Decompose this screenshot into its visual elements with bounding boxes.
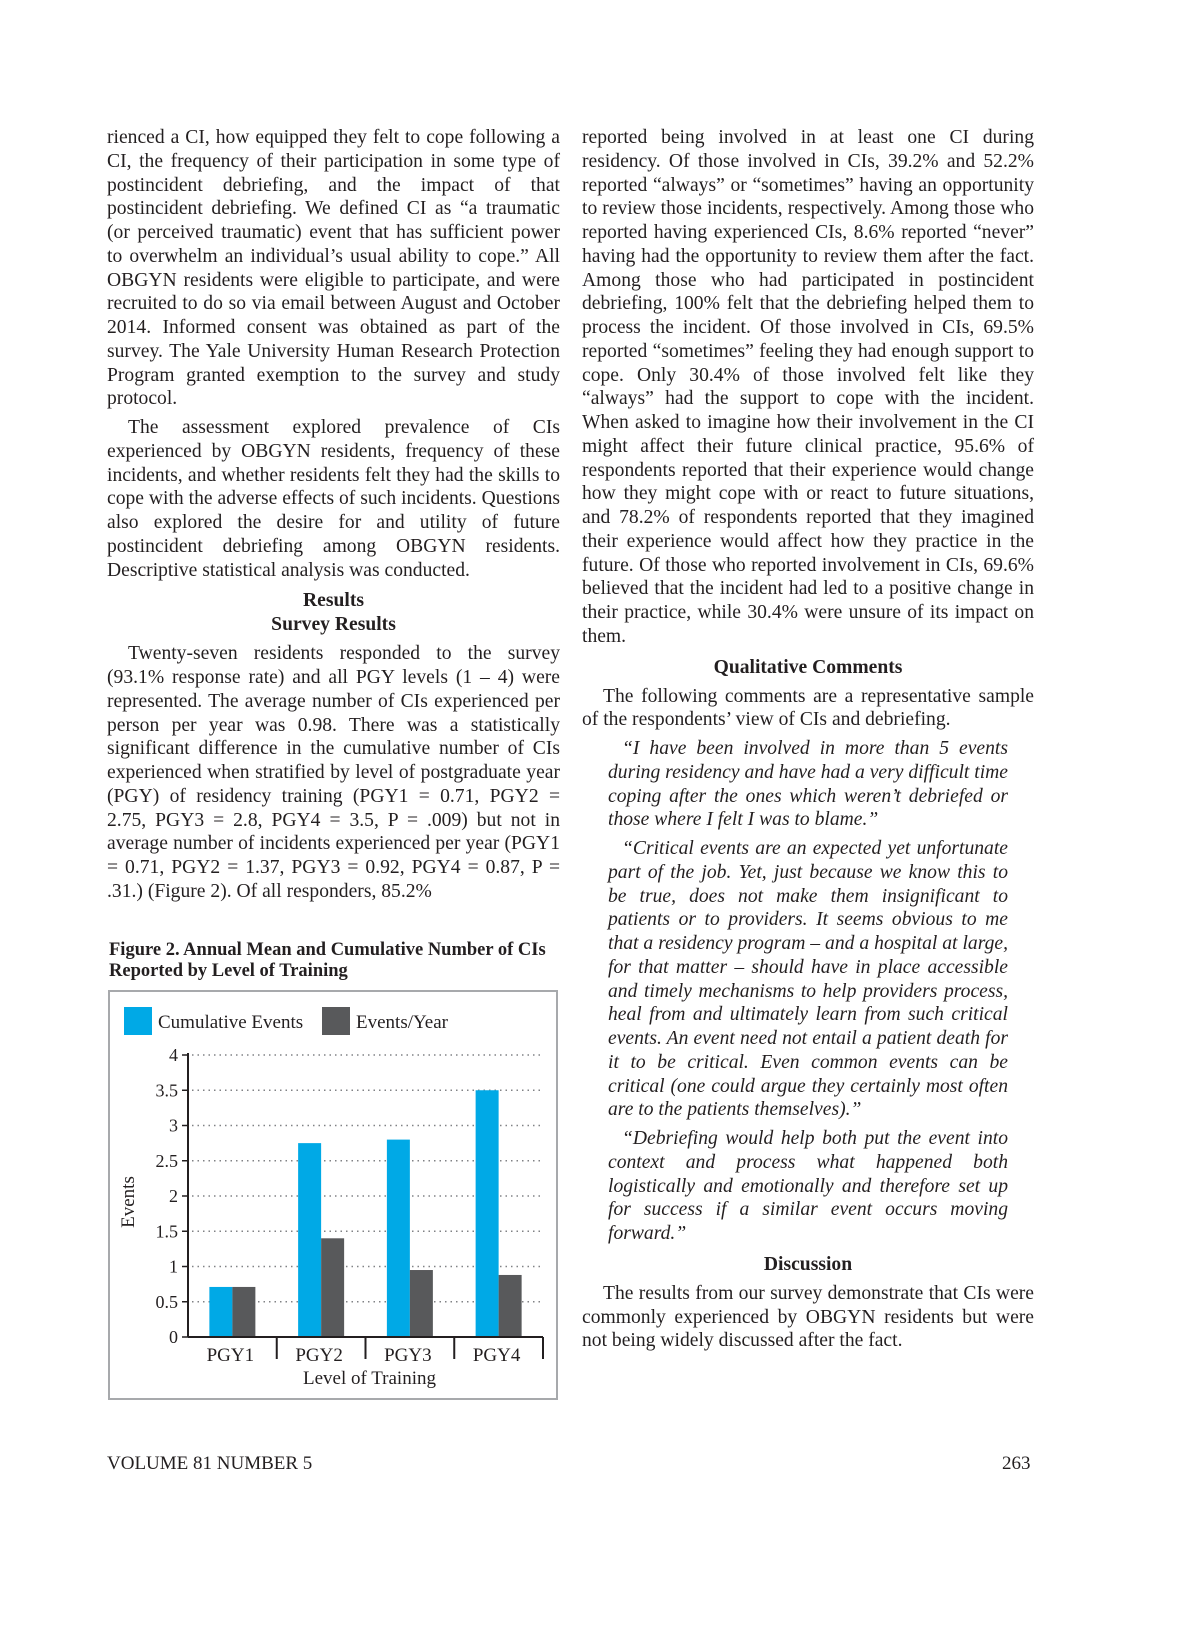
- footer-volume: VOLUME 81 NUMBER 5: [107, 1453, 313, 1474]
- bar-pgy4-per-year: [499, 1275, 522, 1337]
- y-tick-label: 0.5: [155, 1291, 178, 1312]
- bar-pgy2-per-year: [321, 1238, 344, 1337]
- bar-pgy3-cumulative: [387, 1140, 410, 1337]
- bar-pgy1-cumulative: [209, 1287, 232, 1337]
- section-heading-results: Results: [303, 590, 364, 612]
- quote: “Critical events are an expected yet unfortunate part of the job. Yet, just because we know this to be true, does not make them insignificant to patients or to providers. It seems obvious to me that a residency program – and a hospital at large, for that matter – should have in place accessible and timely mechanisms to help providers process, heal from and ultimately learn from such critical events. An event need not entail a patient death for it to be critical. Even common events can be critical (one could argue they certainly most often are to the patients themselves).”: [608, 838, 1008, 1121]
- body-paragraph: The assessment explored prevalence of CIs experienced by OBGYN residents, frequency of these incidents, and whether residents felt they had the skills to cope with the adverse effects of such incidents. Questions also explored the desire for and utility of future postincident debriefing among OBGYN residents. Descriptive statistical analysis was conducted.: [107, 417, 560, 581]
- quote: “Debriefing would help both put the event into context and process what happened both logistically and emotionally and therefore set up for success if a similar event occurs moving forward.”: [608, 1128, 1008, 1244]
- legend-swatch: [322, 1007, 350, 1035]
- legend-swatch: [124, 1007, 152, 1035]
- subsection-heading-qualitative: Qualitative Comments: [713, 656, 903, 678]
- x-tick-label: PGY1: [206, 1345, 255, 1366]
- left-column: [107, 126, 560, 904]
- y-tick-label: 3: [169, 1115, 178, 1136]
- bar-pgy2-cumulative: [298, 1143, 321, 1337]
- legend-label: Events/Year: [356, 1012, 449, 1033]
- x-tick-label: PGY4: [472, 1345, 521, 1366]
- bar-pgy3-per-year: [410, 1270, 433, 1337]
- y-tick-label: 2: [169, 1186, 178, 1206]
- body-paragraph: The following comments are a representative sample of the respondents’ view of CIs and debriefing.: [582, 685, 1034, 731]
- legend-label: Cumulative Events: [158, 1012, 304, 1033]
- section-heading-discussion: Discussion: [763, 1253, 853, 1275]
- y-tick-label: 4: [169, 1045, 178, 1065]
- body-paragraph: reported being involved in at least one CI during residency. Of those involved in CIs, 39.2% and 52.2% reported “always” or “sometimes” having an opportunity to review those incidents, respectively. Among those who reported having experienced CIs, 8.6% reported “never” having had the opportunity to review them after the fact. Among those who had participated in postincident debriefing, 100% felt that the debriefing helped them to process the incident. Of those involved in CIs, 69.5% reported “sometimes” feeling they had enough support to cope. Only 30.4% of those involved felt like they “always” had the support to cope with the incident. When asked to imagine how their involvement in the CI might affect their future clinical practice, 95.6% of respondents reported that their experience would change how they might cope with or react to future situations, and 78.2% of respondents reported that they imagined their experience would affect how they practice in the future. Of those who reported involvement in CIs, 69.6% believed that the incident had led to a positive change in their practice, while 30.4% were unsure of its impact on them.: [582, 127, 1034, 647]
- figure-title: Figure 2. Annual Mean and Cumulative Number of CIs Reported by Level of Training: [109, 940, 546, 981]
- body-paragraph: The results from our survey demonstrate that CIs were commonly experienced by OBGYN residents but were not being widely discussed after the fact.: [582, 1282, 1034, 1352]
- page-number: 263: [1002, 1453, 1031, 1474]
- y-tick-label: 2.5: [155, 1150, 178, 1171]
- right-column: [582, 126, 1034, 1353]
- body-paragraph: Twenty-seven residents responded to the survey (93.1% response rate) and all PGY levels (1 – 4) were represented. The average number of CIs experienced per person per year was 0.98. There was a statistically significant difference in the cumulative number of CIs experienced when stratified by level of postgraduate year (PGY) of residency training (PGY1 = 0.71, PGY2 = 2.75, PGY3 = 2.8, PGY4 = 3.5, P = .009) but not in average number of incidents experienced per year (PGY1 = 0.71, PGY2 = 1.37, PGY3 = 0.92, PGY4 = 0.87, P = .31.) (Figure 2). Of all responders, 85.2%: [107, 643, 560, 902]
- figure-2-chart: [108, 990, 558, 1400]
- y-tick-label: 3.5: [155, 1080, 178, 1101]
- y-tick-label: 1: [169, 1256, 178, 1277]
- bar-pgy1-per-year: [232, 1287, 255, 1337]
- x-tick-label: PGY3: [384, 1345, 432, 1366]
- x-axis-label: Level of Training: [303, 1368, 436, 1389]
- y-tick-label: 1.5: [155, 1221, 178, 1242]
- y-axis-label: Events: [118, 1176, 139, 1228]
- y-tick-label: 0: [169, 1327, 178, 1347]
- bar-pgy4-cumulative: [476, 1090, 499, 1337]
- quote: “I have been involved in more than 5 events during residency and have had a very difficult time coping after the ones which weren’t debriefed or those where I felt I was to blame.”: [608, 738, 1008, 831]
- bar-chart: [110, 992, 556, 1398]
- subsection-heading-survey-results: Survey Results: [271, 614, 396, 636]
- body-paragraph: rienced a CI, how equipped they felt to cope following a CI, the frequency of their participation in some type of postincident debriefing, and the impact of that postincident debriefing. We defined CI as “a traumatic (or perceived traumatic) event that has sufficient power to overwhelm an individual’s usual ability to cope.” All OBGYN residents were eligible to participate, and were recruited to do so via email between August and October 2014. Informed consent was obtained as part of the survey. The Yale University Human Research Protection Program granted exemption to the survey and study protocol.: [107, 127, 560, 410]
- x-tick-label: PGY2: [295, 1345, 343, 1366]
